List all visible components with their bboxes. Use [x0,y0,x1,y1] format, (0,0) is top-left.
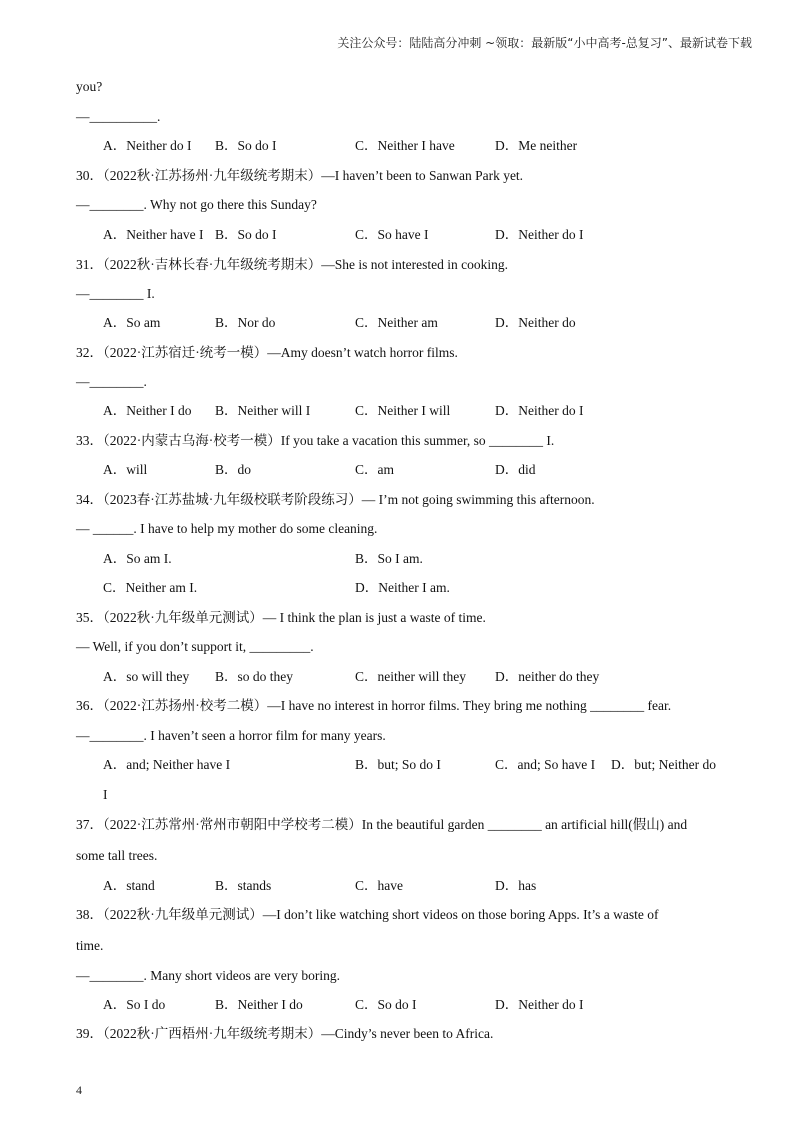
question-30-dialogue: —________. Why not go there this Sunday? [76,197,317,212]
option-a: A．stand [103,878,155,893]
option-b: B．Neither will I [215,403,311,418]
question-39: 39．（2022秋·广西梧州·九年级统考期末）—Cindy’s never been to Africa. [76,1026,494,1041]
option-d-continuation: I [103,787,108,802]
option-c: C．Neither am [355,315,438,330]
option-b: B．So do I [215,227,277,242]
option-a: A．So I do [103,997,166,1012]
option-d: D．did [495,462,536,477]
question-34-dialogue: — ______. I have to help my mother do some cleaning. [76,521,378,536]
option-c: C．Neither I have [355,138,455,153]
option-c: C．have [355,878,403,893]
option-c: C．Neither am I. [103,580,198,595]
option-a: A．So am I. [103,551,172,566]
option-b: B．so do they [215,669,294,684]
option-c: C．So do I [355,997,417,1012]
option-d: D．neither do they [495,669,600,684]
question-32-dialogue: —________. [76,374,147,389]
option-b: B．stands [215,878,272,893]
option-d: D．has [495,878,537,893]
question-38-dialogue: —________. Many short videos are very boring. [76,968,340,983]
option-a: A．Neither do I [103,138,192,153]
question-38-continuation: time. [76,938,104,953]
option-b: B．but; So do I [355,757,441,772]
question-36: 36．（2022·江苏扬州·校考二模）—I have no interest in horror films. They bring me nothing ________ fear. [76,698,672,713]
option-a: A．and; Neither have I [103,757,231,772]
question-35: 35．（2022秋·九年级单元测试）— I think the plan is just a waste of time. [76,610,486,625]
option-d: D．Neither do [495,315,576,330]
option-a: A．So am [103,315,161,330]
question-36-dialogue: —________. I haven’t seen a horror film for many years. [76,728,386,743]
option-a: A．Neither have I [103,227,204,242]
question-34: 34．（2023春·江苏盐城·九年级校联考阶段练习）— I’m not going swimming this afternoon. [76,492,595,507]
option-c: C．neither will they [355,669,466,684]
question-30: 30．（2022秋·江苏扬州·九年级统考期末）—I haven’t been to Sanwan Park yet. [76,168,524,183]
option-b: B．Neither I do [215,997,303,1012]
question-31: 31．（2022秋·吉林长春·九年级统考期末）—She is not interested in cooking. [76,257,508,272]
option-d: D．Me neither [495,138,578,153]
option-c: C．and; So have I [495,757,596,772]
answer-blank-line: —__________. [76,109,161,124]
option-d: D．Neither do I [495,227,584,242]
page-header: 关注公众号：陆陆高分冲刺 ~领取：最新版“小中高考-总复习”、最新试卷下载 [337,36,752,50]
question-32: 32．（2022·江苏宿迁·统考一模）—Amy doesn’t watch horror films. [76,345,458,360]
option-b: B．do [215,462,252,477]
option-d: D．but; Neither do [611,757,716,772]
option-a: A．will [103,462,148,477]
page-number: 4 [76,1083,82,1097]
question-37-continuation: some tall trees. [76,848,158,863]
option-d: D．Neither do I [495,997,584,1012]
question-38: 38．（2022秋·九年级单元测试）—I don’t like watching short videos on those boring Apps. It’s a waste of [76,907,659,922]
option-b: B．So do I [215,138,277,153]
option-c: C．Neither I will [355,403,451,418]
option-d: D．Neither do I [495,403,584,418]
option-c: C．am [355,462,394,477]
question-37: 37．（2022·江苏常州·常州市朝阳中学校考二模）In the beautiful garden ________ an artificial hill(假山) and [76,817,688,832]
question-31-dialogue: —________ I. [76,286,155,301]
option-b: B．So I am. [355,551,423,566]
question-35-dialogue: — Well, if you don’t support it, _________. [76,639,314,654]
question-text-line: you? [76,79,103,94]
option-c: C．So have I [355,227,429,242]
option-a: A．Neither I do [103,403,192,418]
option-a: A．so will they [103,669,190,684]
option-b: B．Nor do [215,315,276,330]
option-d: D．Neither I am. [355,580,450,595]
question-33: 33．（2022·内蒙古乌海·校考一模）If you take a vacation this summer, so ________ I. [76,433,555,448]
